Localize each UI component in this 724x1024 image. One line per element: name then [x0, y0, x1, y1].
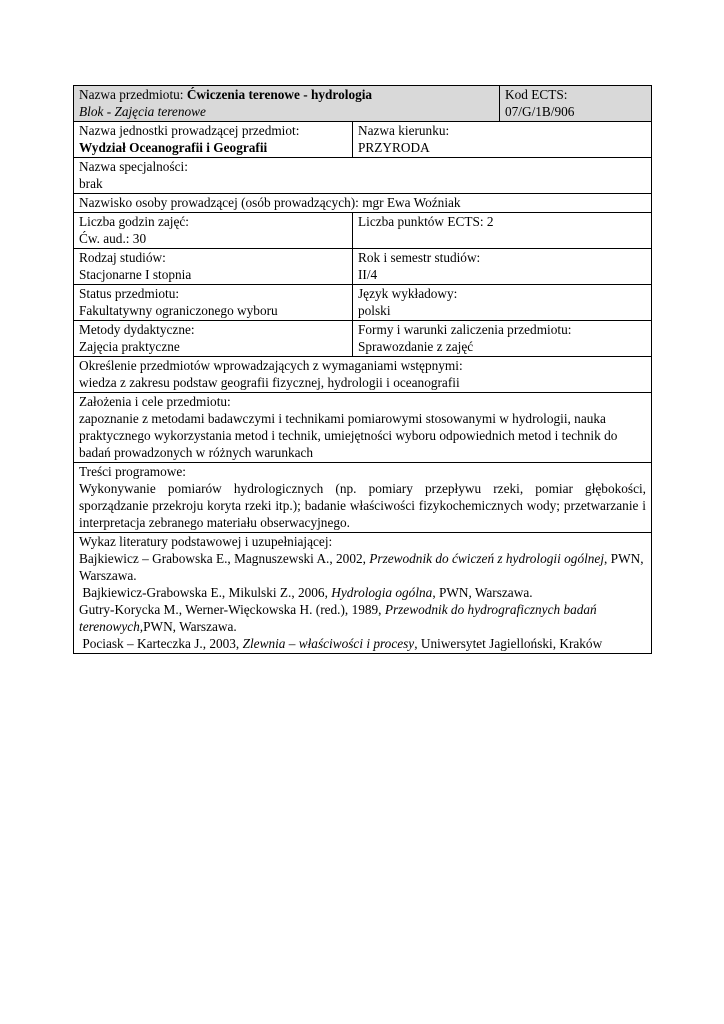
literature-publisher: , PWN, Warszawa.	[79, 551, 644, 583]
methods-row	[74, 321, 652, 357]
teacher-text: Nazwisko osoby prowadzącej (osób prowadzących): mgr Ewa Woźniak	[79, 195, 461, 210]
subject-cell	[74, 86, 500, 122]
language-value: polski	[358, 303, 391, 318]
literature-title: Hydrologia ogólna	[331, 585, 433, 600]
goals-row	[74, 393, 652, 463]
content-value: Wykonywanie pomiarów hydrologicznych (np. pomiary przepływu rzeki, pomiar głębokości, sporządzanie przekroju koryta rzeki itp.); badanie właściwości fizykochemicznych wody; przetwarzanie i interpretacja zebranego materiału obserwacyjnego.	[79, 481, 646, 530]
literature-authors: Bajkiewicz-Grabowska E., Mikulski Z., 2006,	[79, 585, 332, 600]
literature-item	[79, 601, 646, 635]
literature-title: Przewodnik do ćwiczeń z hydrologii ogólnej	[369, 551, 605, 566]
specialty-label: Nazwa specjalności:	[79, 159, 188, 174]
study-type-row	[74, 249, 652, 285]
ects-points-text: Liczba punktów ECTS: 2	[358, 214, 494, 229]
teacher-cell	[74, 194, 652, 213]
ects-code-value: 07/G/1B/906	[505, 104, 575, 119]
specialty-cell	[74, 158, 652, 194]
literature-title: Zlewnia – właściwości i procesy	[242, 636, 415, 651]
field-cell	[353, 122, 652, 158]
literature-authors: Pociask – Karteczka J., 2003,	[79, 636, 243, 651]
prerequisites-row	[74, 357, 652, 393]
unit-label: Nazwa jednostki prowadzącej przedmiot:	[79, 123, 300, 138]
hours-value: Ćw. aud.: 30	[79, 231, 147, 246]
literature-publisher: , PWN, Warszawa.	[432, 585, 533, 600]
year-semester-value: II/4	[358, 267, 378, 282]
status-label: Status przedmiotu:	[79, 286, 180, 301]
methods-label: Metody dydaktyczne:	[79, 322, 195, 337]
language-cell	[353, 285, 652, 321]
unit-value: Wydział Oceanografii i Geografii	[79, 140, 268, 155]
literature-authors: Gutry-Korycka M., Werner-Więckowska H. (red.), 1989,	[79, 602, 385, 617]
field-label: Nazwa kierunku:	[358, 123, 450, 138]
year-semester-cell	[353, 249, 652, 285]
prerequisites-cell	[74, 357, 652, 393]
methods-value: Zajęcia praktyczne	[79, 339, 180, 354]
goals-value: zapoznanie z metodami badawczymi i technikami pomiarowymi stosowanymi w hydrologii, nauka praktycznego wykorzystania metod i technik, umiejętności wyboru odpowiednich metod i technik do badań prowadzonych w różnych warunkach	[79, 411, 618, 460]
assessment-cell	[353, 321, 652, 357]
block-name: Blok - Zajęcia terenowe	[79, 104, 206, 119]
prerequisites-value: wiedza z zakresu podstaw geografii fizycznej, hydrologii i oceanografii	[79, 375, 460, 390]
study-type-cell	[74, 249, 353, 285]
hours-cell	[74, 213, 353, 249]
goals-label: Założenia i cele przedmiotu:	[79, 394, 231, 409]
header-row	[74, 86, 652, 122]
study-type-label: Rodzaj studiów:	[79, 250, 166, 265]
assessment-value: Sprawozdanie z zajęć	[358, 339, 474, 354]
subject-label: Nazwa przedmiotu:	[79, 87, 187, 102]
ects-points-cell	[353, 213, 652, 249]
status-row	[74, 285, 652, 321]
specialty-value: brak	[79, 176, 103, 191]
literature-item	[79, 584, 646, 601]
literature-item	[79, 635, 646, 652]
content-cell	[74, 463, 652, 533]
content-label: Treści programowe:	[79, 464, 186, 479]
unit-row	[74, 122, 652, 158]
teacher-row	[74, 194, 652, 213]
ects-code-cell	[500, 86, 652, 122]
goals-cell	[74, 393, 652, 463]
language-label: Język wykładowy:	[358, 286, 458, 301]
literature-publisher: PWN, Warszawa.	[143, 619, 237, 634]
ects-code-label: Kod ECTS:	[505, 87, 568, 102]
course-table	[73, 85, 652, 654]
year-semester-label: Rok i semestr studiów:	[358, 250, 481, 265]
methods-cell	[74, 321, 353, 357]
literature-row	[74, 533, 652, 654]
literature-title: Przewodnik do hydrograficznych badań terenowych,	[79, 602, 597, 634]
hours-row	[74, 213, 652, 249]
status-cell	[74, 285, 353, 321]
unit-cell	[74, 122, 353, 158]
prerequisites-label: Określenie przedmiotów wprowadzających z wymaganiami wstępnymi:	[79, 358, 463, 373]
literature-item	[79, 550, 646, 584]
study-type-value: Stacjonarne I stopnia	[79, 267, 192, 282]
literature-cell	[74, 533, 652, 654]
assessment-label: Formy i warunki zaliczenia przedmiotu:	[358, 322, 572, 337]
status-value: Fakultatywny ograniczonego wyboru	[79, 303, 278, 318]
specialty-row	[74, 158, 652, 194]
literature-authors: Bajkiewicz – Grabowska E., Magnuszewski A., 2002,	[79, 551, 370, 566]
hours-label: Liczba godzin zajęć:	[79, 214, 190, 229]
literature-label: Wykaz literatury podstawowej i uzupełniającej:	[79, 534, 333, 549]
field-value: PRZYRODA	[358, 140, 430, 155]
literature-publisher: , Uniwersytet Jagielloński, Kraków	[414, 636, 603, 651]
subject-name: Ćwiczenia terenowe - hydrologia	[186, 87, 373, 102]
content-row	[74, 463, 652, 533]
